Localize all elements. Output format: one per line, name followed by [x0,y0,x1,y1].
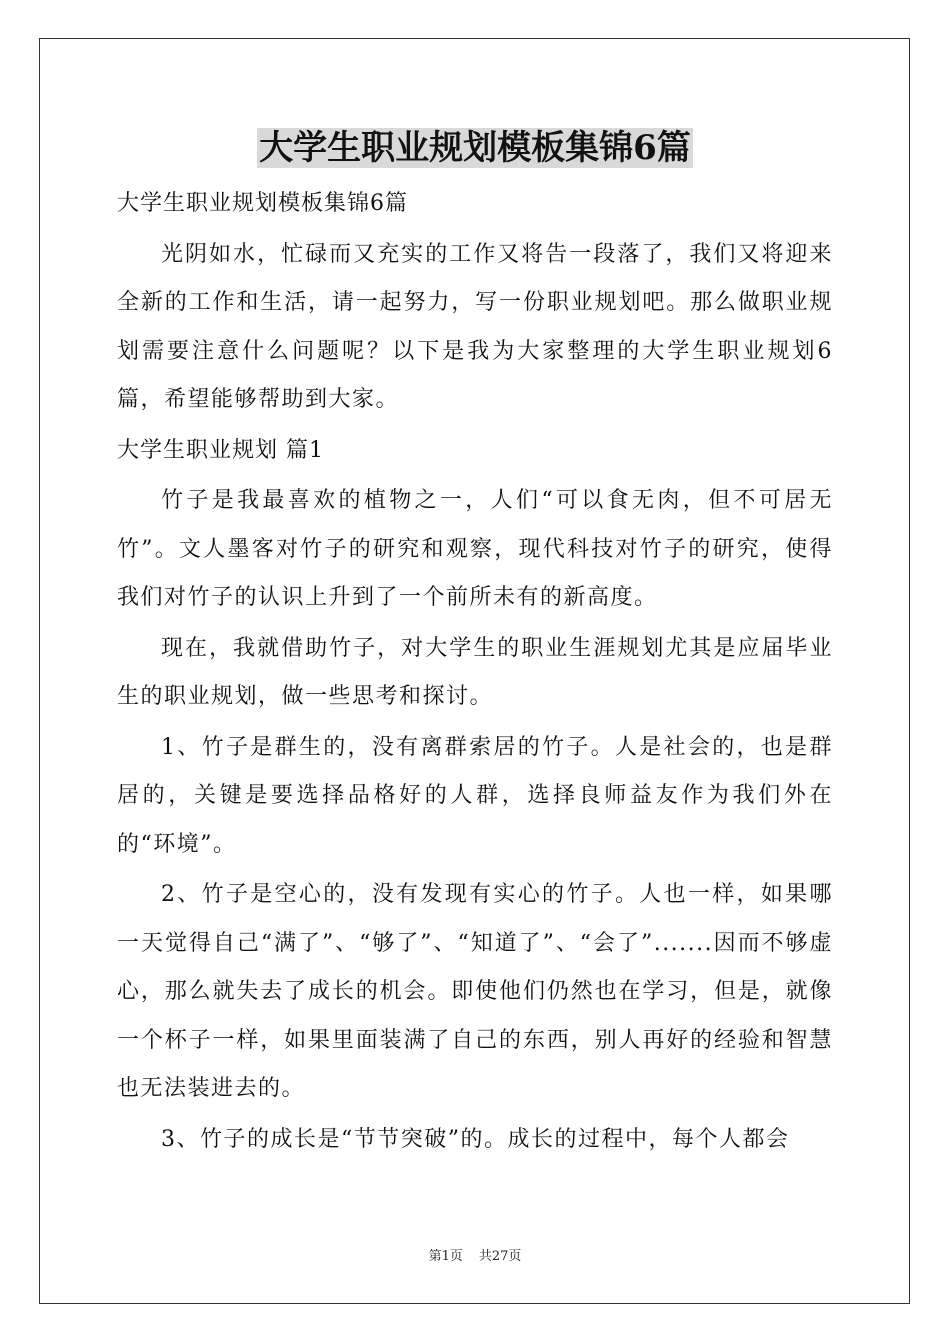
section-heading: 大学生职业规划 篇1 [117,437,324,463]
body-paragraph: 3、竹子的成长是“节节突破”的。成长的过程中，每个人都会 [161,1126,790,1152]
body-paragraph: 竹子是我最喜欢的植物之一，人们“可以食无肉，但不可居无竹”。文人墨客对竹子的研究和观察，现代科技对竹子的研究，使得我们对竹子的认识上升到了一个前所未有的新高度。 [117,488,833,610]
document-body [117,180,833,1166]
body-paragraph: 1、竹子是群生的，没有离群索居的竹子。人是社会的，也是群居的，关键是要选择品格好的人群，选择良师益友作为我们外在的“环境”。 [117,734,833,857]
body-paragraph: 现在，我就借助竹子，对大学生的职业生涯规划尤其是应届毕业生的职业规划，做一些思考和探讨。 [117,635,833,709]
page-number: 第1页 [428,1249,463,1264]
intro-paragraph: 光阴如水，忙碌而又充实的工作又将告一段落了，我们又将迎来全新的工作和生活，请一起努力，写一份职业规划吧。那么做职业规划需要注意什么问题呢？以下是我为大家整理的大学生职业规划6篇，希望能够帮助到大家。 [117,241,833,412]
document-title [0,126,950,170]
page-footer [0,1248,950,1266]
document-subtitle: 大学生职业规划模板集锦6篇 [117,191,408,216]
page-total: 共27页 [478,1249,522,1264]
body-paragraph: 2、竹子是空心的，没有发现有实心的竹子。人也一样，如果哪一天觉得自己“满了”、“够了”、“知道了”、“会了”.......因而不够虚心，那么就失去了成长的机会。即使他们仍然也在学习，但是，就像一个杯子一样，如果里面装满了自己的东西，别人再好的经验和智慧也无法装进去的。 [117,882,833,1101]
document-title-text: 大学生职业规划模板集锦6篇 [259,128,691,168]
